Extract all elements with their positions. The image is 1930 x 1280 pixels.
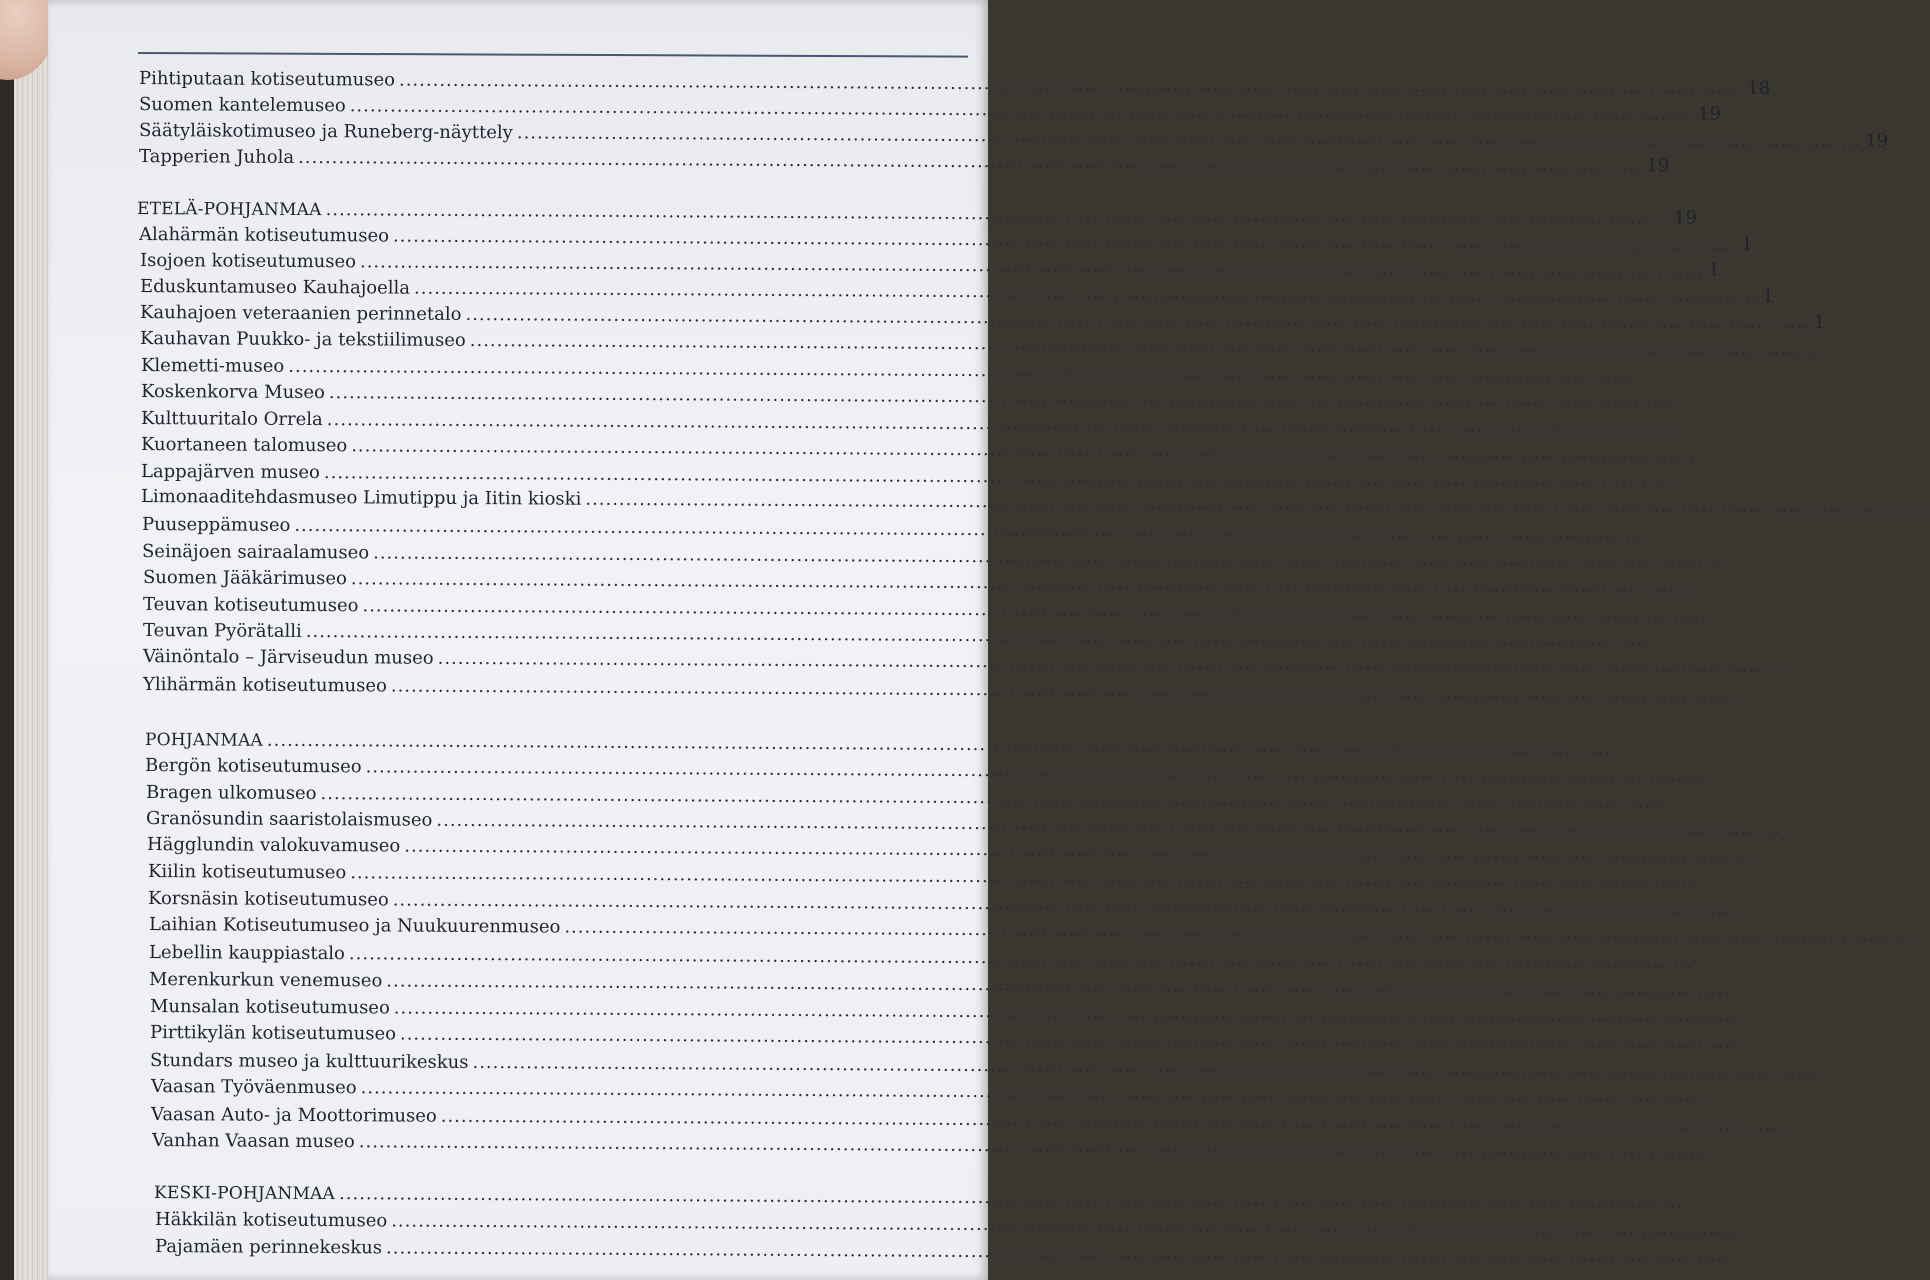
toc-entry-label: Ylihärmän kotiseutumuseo: [142, 674, 387, 697]
toc-entry: [143, 620, 1133, 650]
toc-entry-label: Seinäjoen sairaalamuseo: [141, 541, 370, 564]
toc-entry-label: Koskenkorva Museo: [140, 381, 325, 404]
dot-leader: [324, 462, 1668, 491]
dot-leader: [391, 1210, 1735, 1239]
toc-entry-label: POHJANMAA: [144, 730, 264, 751]
dot-leader: [404, 836, 1748, 865]
toc-entry: [149, 942, 1139, 972]
toc-entry: [143, 674, 1133, 704]
toc-entry-label: Isojoen kotiseutumuseo: [139, 250, 357, 273]
dot-leader: [386, 970, 1730, 999]
dot-leader: [327, 409, 1671, 438]
dot-leader: [393, 226, 1737, 255]
toc-entry-label: Bragen ulkomuseo: [145, 782, 317, 805]
toc-section-heading: [145, 729, 1135, 759]
toc-page-number: 19: [1865, 130, 1889, 152]
toc-entry: [141, 381, 1131, 411]
dot-leader: [564, 917, 1908, 946]
toc-entry: [155, 1236, 1145, 1266]
toc-entry: [149, 914, 1139, 944]
toc-entry: [146, 808, 1136, 838]
dot-leader: [306, 621, 1650, 650]
toc-entry: [138, 120, 1889, 152]
toc-entry: [141, 434, 1131, 464]
toc-entry-label: Korsnäsin kotiseutumuseo: [147, 888, 389, 911]
dot-leader: [267, 730, 1611, 759]
dot-leader: [298, 147, 1642, 176]
toc-entry-label: Vanhan Vaasan museo: [151, 1130, 355, 1153]
toc-entry: [138, 94, 1722, 125]
dot-leader: [441, 1106, 1785, 1135]
toc-entry-label: Tapperien Juhola: [138, 146, 295, 168]
toc-entry: [149, 969, 1139, 999]
toc-section-heading: [154, 1182, 1144, 1212]
toc-page-number: 1: [1741, 233, 1753, 255]
toc-entry-label: Stundars museo ja kulttuurikeskus: [149, 1050, 469, 1073]
dot-leader: [399, 70, 1743, 99]
dot-leader: [349, 943, 1693, 972]
dot-leader: [351, 435, 1695, 464]
toc-entry-label: Eduskuntamuseo Kauhajoella: [139, 276, 411, 299]
toc-entry-label: Klemetti-museo: [140, 355, 285, 377]
toc-entry-label: Häkkilän kotiseutumuseo: [154, 1209, 388, 1232]
toc-entry: [141, 355, 1131, 385]
toc-entry-label: Kauhavan Puukko- ja tekstiilimuseo: [139, 328, 466, 351]
toc-entry: [141, 408, 1131, 438]
toc-entry-label: Lappajärven museo: [140, 461, 320, 484]
dot-leader: [326, 199, 1670, 228]
toc-entry-label: Teuvan Pyörätalli: [142, 620, 302, 642]
toc-entry-label: Kuortaneen talomuseo: [140, 434, 348, 457]
toc-entry: [143, 646, 1133, 676]
toc-entry: [150, 1050, 1140, 1080]
dot-leader: [288, 356, 1632, 385]
dot-leader: [294, 515, 1638, 544]
toc-entry-label: Pihtiputaan kotiseutumuseo: [138, 68, 396, 91]
toc-entry: [142, 541, 1132, 571]
dot-leader: [400, 1024, 1744, 1053]
toc-page-number: 19: [1697, 103, 1722, 125]
dot-leader: [320, 783, 1664, 812]
toc-entry: [143, 567, 1133, 597]
toc-page-number: 19: [1673, 207, 1697, 229]
dot-leader: [359, 1131, 1703, 1160]
toc-entry-label: ETELÄ-POHJANMAA: [136, 199, 322, 221]
dot-leader: [393, 889, 1737, 918]
dot-leader: [366, 756, 1710, 785]
dot-leader: [329, 382, 1673, 411]
toc-entry-label: Kauhajoen veteraanien perinnetalo: [139, 302, 462, 325]
toc-entry-label: Munsalan kotiseutumuseo: [149, 996, 390, 1019]
toc-entry-label: Väinöntalo – Järviseudun museo: [142, 646, 434, 669]
toc-entry-label: Granösundin saaristolaismuseo: [145, 808, 433, 831]
toc-entry-label: Vaasan Työväenmuseo: [150, 1076, 357, 1099]
toc-entry-label: Laihian Kotiseutumuseo ja Nuukuurenmuseo: [148, 914, 561, 938]
dot-leader: [472, 1052, 1816, 1081]
toc-entry: [139, 276, 1774, 307]
toc-entry: [146, 782, 1136, 812]
toc-entry-label: Pirttikylän kotiseutumuseo: [149, 1022, 397, 1045]
dot-leader: [438, 648, 1782, 677]
dot-leader: [360, 251, 1704, 280]
dot-leader: [339, 1183, 1683, 1212]
toc-entry: [138, 224, 1753, 255]
toc-page-number: 1: [1762, 285, 1774, 307]
toc-entry: [141, 486, 1131, 516]
toc-entry-label: Teuvan kotiseutumuseo: [142, 594, 359, 617]
toc-entry: [150, 996, 1140, 1026]
toc-entry-label: Kulttuuritalo Orrela: [140, 408, 323, 431]
toc-entry-label: Kiilin kotiseutumuseo: [147, 861, 347, 884]
toc-entry-label: Suomen Jääkärimuseo: [142, 567, 347, 590]
dot-leader: [394, 997, 1738, 1026]
toc-entry-label: Säätyläiskotimuseo ja Runeberg-näyttely: [138, 120, 513, 144]
toc-entry-label: Merenkurkun venemuseo: [148, 969, 383, 992]
toc-entry: [148, 888, 1138, 918]
toc-entry-label: Lebellin kauppiastalo: [148, 942, 346, 965]
toc-entry: [139, 250, 1720, 281]
dot-leader: [351, 568, 1695, 597]
toc-entry: [143, 594, 1133, 624]
toc-entry-label: KESKI-POHJANMAA: [153, 1183, 336, 1205]
dot-leader: [391, 676, 1735, 705]
toc-page-number: 1: [1708, 259, 1720, 281]
toc-entry-label: Vaasan Auto- ja Moottorimuseo: [150, 1104, 437, 1127]
toc-entry-label: Limonaaditehdasmuseo Limutippu ja Iitin kioski: [140, 486, 582, 510]
dot-leader: [436, 810, 1780, 839]
dot-leader: [373, 542, 1717, 571]
toc-entry: [148, 861, 1138, 891]
toc-entry-label: Suomen kantelemuseo: [138, 94, 346, 117]
toc-section-heading: [136, 198, 1697, 229]
toc-entry-label: Puuseppämuseo: [141, 514, 291, 536]
dot-leader: [350, 862, 1694, 891]
toc-entry: [155, 1209, 1145, 1239]
toc-entry: [138, 146, 1670, 177]
toc-entry-label: Hägglundin valokuvamuseo: [146, 834, 401, 857]
toc-entry-label: Bergön kotiseutumuseo: [144, 755, 362, 778]
toc-entry: [145, 755, 1135, 785]
toc-entry: [147, 834, 1137, 864]
dot-leader: [361, 1077, 1705, 1106]
toc-page-number: 19: [1646, 155, 1670, 177]
dot-leader: [350, 95, 1694, 124]
dot-leader: [465, 304, 1809, 333]
toc-entry: [138, 68, 1771, 99]
toc-entry-label: Alahärmän kotiseutumuseo: [138, 224, 390, 247]
toc-page-number: 18: [1747, 77, 1771, 99]
toc-entry: [151, 1076, 1141, 1106]
toc-page-number: 1: [1813, 312, 1826, 334]
toc-entry: [150, 1022, 1140, 1052]
toc-entry-label: Pajamäen perinnekeskus: [154, 1236, 383, 1259]
dot-leader: [362, 595, 1706, 624]
toc-entry: [151, 1104, 1141, 1134]
toc-entry: [140, 328, 1130, 358]
dot-leader: [585, 489, 1929, 518]
dot-leader: [414, 278, 1758, 307]
toc-entry: [152, 1130, 1142, 1160]
toc-entry: [142, 514, 1132, 544]
toc-entry: [139, 302, 1826, 334]
dot-leader: [470, 330, 1814, 359]
dot-leader: [386, 1237, 1730, 1266]
dot-leader: [517, 122, 1861, 151]
